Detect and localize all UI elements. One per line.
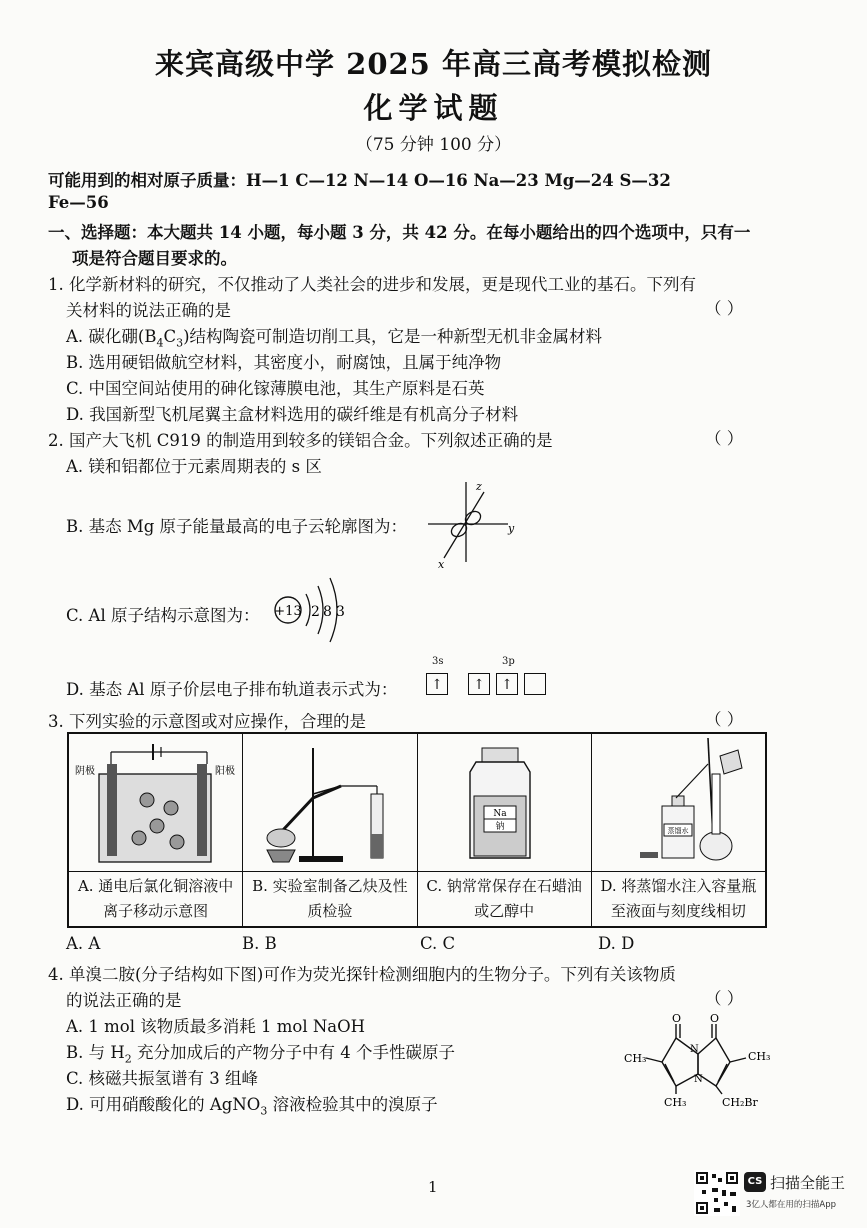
sodium-name-label: 钠 [494, 822, 505, 832]
q1-option-d: D. 我国新型飞机尾翼主盒材料选用的碳纤维是有机高分子材料 [66, 405, 519, 424]
bimane-molecule [618, 1010, 788, 1112]
distilled-water-label: 蒸馏水 [667, 827, 689, 835]
methyl-right-label: CH₃ [748, 1050, 771, 1063]
q3-answer-bracket: （ ） [705, 710, 744, 729]
caption-b: B. 实验室制备乙炔及性质检验 [252, 877, 408, 920]
al-atom-structure [270, 570, 366, 656]
q4-stem: 4. 单溴二胺(分子结构如下图)可作为荧光探针检测细胞内的生物分子。下列有关该物质 [48, 965, 676, 984]
experiment-b [243, 734, 417, 926]
volumetric-flask-figure [592, 734, 765, 872]
methyl-left-label: CH₃ [624, 1052, 647, 1065]
axis-z-label: z [476, 480, 482, 493]
q3-option-d: D. D [598, 934, 635, 953]
orbital-3s-box: ↑ [426, 673, 448, 695]
cathode-label: 阴极 [75, 766, 95, 777]
acetylene-apparatus-figure [243, 734, 416, 872]
q4-stem-cont: 的说法正确的是 [66, 991, 182, 1010]
orbital-3p-box-3 [524, 673, 546, 695]
orbital-3p-box-1: ↑ [468, 673, 490, 695]
orbital-3p-label: 3p [502, 656, 515, 667]
oxygen-2-label: O [710, 1012, 720, 1025]
q2-option-d: D. 基态 Al 原子价层电子排布轨道表示式为： [66, 680, 398, 699]
oxygen-1-label: O [672, 1012, 682, 1025]
q1-option-a: A. 碳化硼$(B_4C_3)$结构陶瓷可制造切削工具，它是一种新型无机非金属材料 [66, 327, 603, 350]
scanner-name: 扫描全能王 [770, 1174, 846, 1192]
experiment-a [69, 734, 243, 926]
q4-option-a: A. 1 mol 该物质最多消耗 1 mol NaOH [66, 1017, 366, 1036]
scanner-tagline: 3亿人都在用的扫描App [746, 1200, 837, 1210]
caption-d: D. 将蒸馏水注入容量瓶至液面与刻度线相切 [600, 877, 757, 920]
q4-option-d: D. 可用硝酸酸化的 AgNO$_3$ 溶液检验其中的溴原子 [66, 1095, 438, 1118]
page-title: 来宾高级中学 2025 年高三高考模拟检测 [155, 47, 712, 81]
q4-answer-bracket: （ ） [705, 989, 744, 1008]
shell-3-count: 3 [336, 604, 345, 620]
page-subtitle: 化学试题 [363, 91, 504, 125]
orbital-3s-label: 3s [432, 656, 444, 667]
bromomethyl-label: CH₂Br [722, 1096, 758, 1109]
page-number: 1 [428, 1178, 438, 1196]
axis-x-label: x [438, 558, 445, 570]
p-orbital-figure [422, 478, 518, 570]
orbital-3p-box-2: ↑ [496, 673, 518, 695]
q2-option-b: B. 基态 Mg 原子能量最高的电子云轮廓图为： [66, 517, 408, 536]
time-score: （75 分钟 100 分） [355, 135, 512, 155]
camscanner-logo-icon: CS [744, 1172, 766, 1192]
experiment-d [592, 734, 765, 926]
q3-stem: 3. 下列实验的示意图或对应操作，合理的是 [48, 712, 366, 731]
methyl-bottom-label: CH₃ [664, 1096, 687, 1109]
shell-2-count: 8 [323, 604, 332, 620]
sodium-storage-figure [418, 734, 591, 872]
atomic-masses-line2: Fe—56 [48, 193, 109, 212]
q1-answer-bracket: （ ） [705, 299, 744, 318]
caption-c: C. 钠常常保存在石蜡油或乙醇中 [426, 877, 582, 920]
experiment-table [67, 732, 767, 928]
nitrogen-1-label: N [690, 1044, 699, 1055]
q2-option-a: A. 镁和铝都位于元素周期表的 s 区 [66, 457, 322, 476]
shell-1-count: 2 [311, 604, 320, 620]
q1-option-b: B. 选用硬铝做航空材料，其密度小，耐腐蚀，且属于纯净物 [66, 353, 502, 372]
section1-intro-cont: 项是符合题目要求的。 [72, 249, 237, 268]
q4-option-c: C. 核磁共振氢谱有 3 组峰 [66, 1069, 259, 1088]
q1-option-c: C. 中国空间站使用的砷化镓薄膜电池，其生产原料是石英 [66, 379, 485, 398]
q2-answer-bracket: （ ） [705, 429, 744, 448]
axis-y-label: y [508, 522, 515, 535]
atomic-masses-line1: 可能用到的相对原子质量：H—1 C—12 N—14 O—16 Na—23 Mg—24 S—32 [48, 171, 671, 190]
experiment-c [418, 734, 592, 926]
q3-option-a: A. A [66, 934, 101, 953]
nitrogen-2-label: N [694, 1074, 703, 1085]
sodium-symbol-label: Na [492, 809, 507, 819]
anode-label: 阳极 [215, 766, 235, 777]
q4-option-b: B. 与 $H_2$ 充分加成后的产物分子中有 4 个手性碳原子 [66, 1043, 455, 1066]
q2-option-c: C. Al 原子结构示意图为： [66, 606, 260, 625]
nucleus-charge: +13 [274, 604, 302, 619]
section1-intro: 一、选择题：本大题共 14 小题，每小题 3 分，共 42 分。在每小题给出的四个选项中，只有一 [48, 223, 751, 242]
q1-stem: 1. 化学新材料的研究，不仅推动了人类社会的进步和发展，更是现代工业的基石。下列有 [48, 275, 696, 294]
q3-option-b: B. B [242, 934, 277, 953]
q2-stem: 2. 国产大飞机 C919 的制造用到较多的镁铝合金。下列叙述正确的是 [48, 431, 553, 450]
q3-option-c: C. C [420, 934, 456, 953]
caption-a: A. 通电后氯化铜溶液中离子移动示意图 [77, 877, 234, 920]
electrolysis-figure [69, 734, 242, 872]
qr-code-icon [694, 1170, 740, 1216]
q1-stem-cont: 关材料的说法正确的是 [66, 301, 231, 320]
